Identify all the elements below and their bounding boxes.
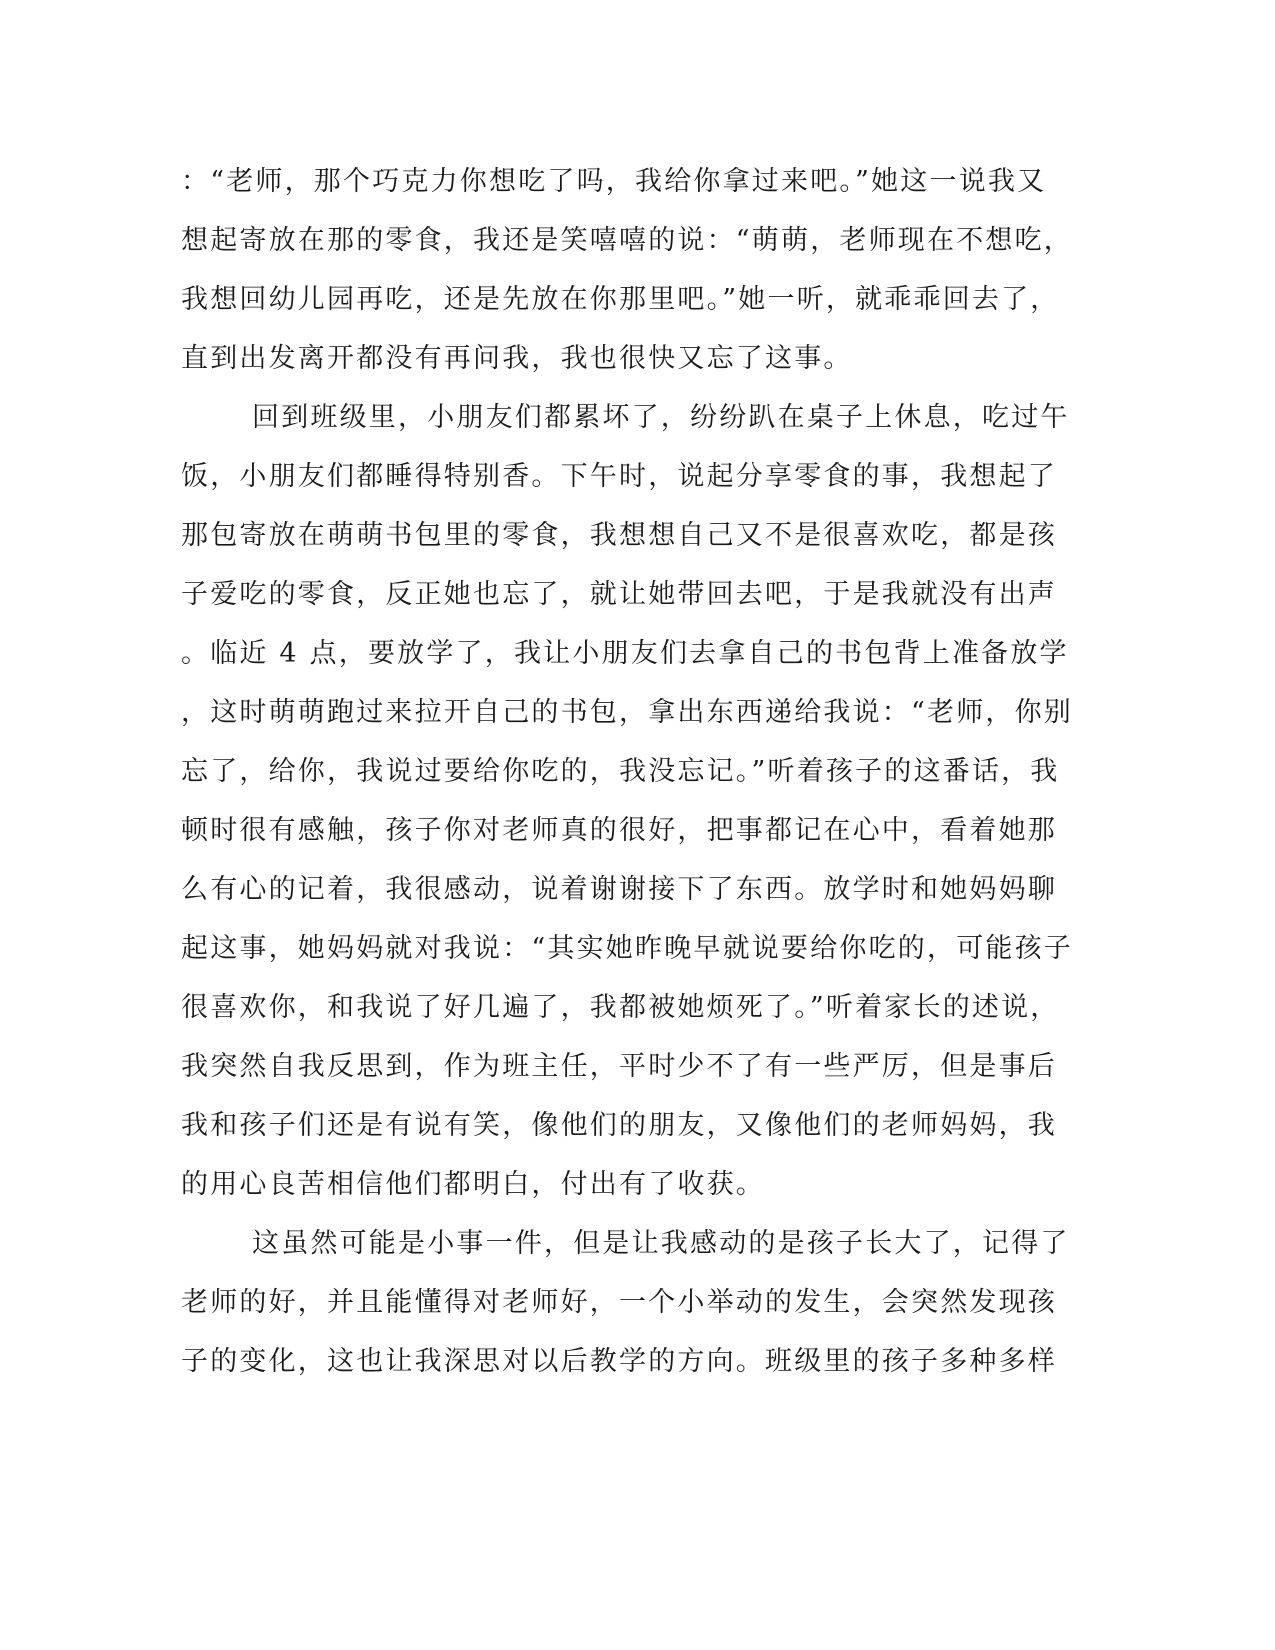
text-line: 想起寄放在那的零食，我还是笑嘻嘻的说：“萌萌，老师现在不想吃， (181, 225, 1074, 256)
text-line: 子爱吃的零食，反正她也忘了，就让她带回去吧，于是我就没有出声 (181, 579, 1057, 610)
text-line: 子的变化，这也让我深思对以后教学的方向。班级里的孩子多种多样 (181, 1346, 1057, 1377)
text-line: 起这事，她妈妈就对我说：“其实她昨晚早就说要给你吃的，可能孩子 (181, 933, 1074, 964)
text-line: 老师的好，并且能懂得对老师好，一个小举动的发生，会突然发现孩 (181, 1287, 1057, 1318)
text-line: 么有心的记着，我很感动，说着谢谢接下了东西。放学时和她妈妈聊 (181, 874, 1057, 905)
text-line: ：“老师，那个巧克力你想吃了吗，我给你拿过来吧。”她这一说我又 (181, 166, 1047, 197)
paragraph-first-line: 这虽然可能是小事一件，但是让我感动的是孩子长大了，记得了 (252, 1228, 1070, 1259)
text-line: 。临近 4 点，要放学了，我让小朋友们去拿自己的书包背上准备放学 (181, 638, 1069, 669)
text-line: 饭，小朋友们都睡得特别香。下午时，说起分享零食的事，我想起了 (181, 461, 1057, 492)
text-line: 我和孩子们还是有说有笑，像他们的朋友，又像他们的老师妈妈，我 (181, 1110, 1057, 1141)
text-line: 直到出发离开都没有再问我，我也很快又忘了这事。 (181, 343, 853, 374)
text-line: ，这时萌萌跑过来拉开自己的书包，拿出东西递给我说：“老师，你别 (181, 697, 1074, 728)
text-line: 很喜欢你，和我说了好几遍了，我都被她烦死了。”听着家长的述说， (181, 992, 1060, 1023)
text-line: 我想回幼儿园再吃，还是先放在你那里吧。”她一听，就乖乖回去了， (181, 284, 1060, 315)
paragraph-first-line: 回到班级里，小朋友们都累坏了，纷纷趴在桌子上休息，吃过午 (252, 402, 1070, 433)
text-line: 我突然自我反思到，作为班主任，平时少不了有一些严厉，但是事后 (181, 1051, 1057, 1082)
text-line: 忘了，给你，我说过要给你吃的，我没忘记。”听着孩子的这番话，我 (181, 756, 1060, 787)
text-line: 那包寄放在萌萌书包里的零食，我想想自己又不是很喜欢吃，都是孩 (181, 520, 1057, 551)
text-line: 顿时很有感触，孩子你对老师真的很好，把事都记在心中，看着她那 (181, 815, 1057, 846)
text-line: 的用心良苦相信他们都明白，付出有了收获。 (181, 1169, 765, 1200)
